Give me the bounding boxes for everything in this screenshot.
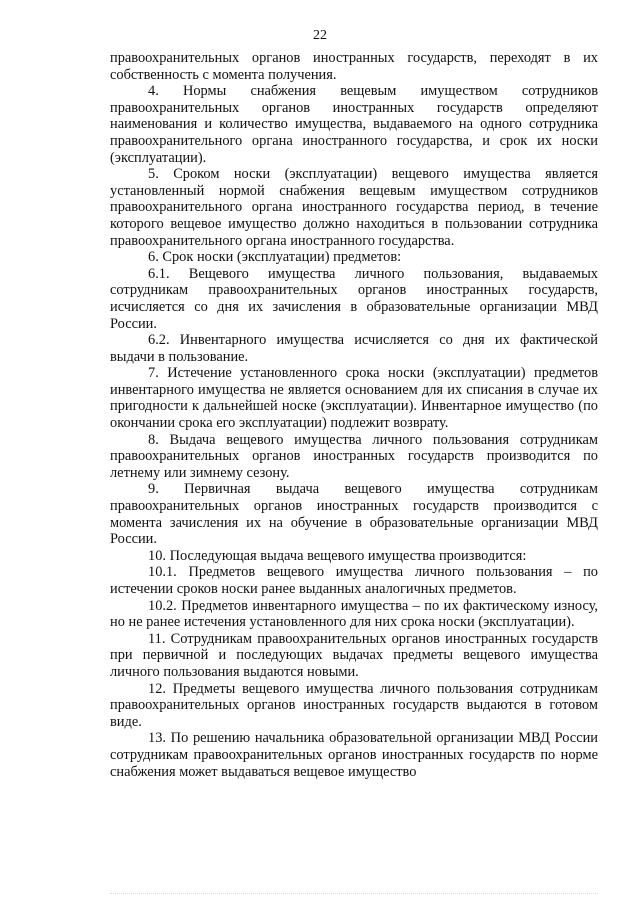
- paragraph: 6. Срок носки (эксплуатации) предметов:: [148, 249, 402, 266]
- paragraph: 10.2. Предметов инвентарного имущества – по их фактическому износу, но не ранее истечения установленного для них срока носки (эксплуатации).: [110, 597, 598, 631]
- paragraph: 8. Выдача вещевого имущества личного пользования сотрудникам правоохранительных органов иностранных государств производится по летнему или зимнему сезону.: [110, 431, 598, 481]
- document-body: [110, 50, 598, 780]
- scan-edge-artifact: [110, 893, 598, 898]
- paragraph: 11. Сотрудникам правоохранительных органов иностранных государств при первичной и последующих выдачах предметы вещевого имущества личного пользования выдаются новыми.: [110, 630, 598, 680]
- page-number: 22: [313, 28, 327, 43]
- paragraph: 6.1. Вещевого имущества личного пользования, выдаваемых сотрудникам правоохранительных органов иностранных государств, исчисляется со дня их зачисления в образовательные организации МВД России.: [110, 265, 598, 332]
- paragraph: 7. Истечение установленного срока носки (эксплуатации) предметов инвентарного имущества не является основанием для их списания в случае их пригодности к дальнейшей носке (эксплуатации). Инвентарное имущество (по окончании срока его эксплуатации) подлежит возврату.: [110, 365, 598, 432]
- paragraph: 9. Первичная выдача вещевого имущества сотрудникам правоохранительных органов иностранных государств производится с момента зачисления их на обучение в образовательные организации МВД России.: [110, 481, 598, 548]
- paragraph: 13. По решению начальника образовательной организации МВД России сотрудникам правоохранительных органов иностранных государств по норме снабжения может выдаваться вещевое имущество: [110, 730, 598, 780]
- paragraph: 12. Предметы вещевого имущества личного пользования сотрудникам правоохранительных органов иностранных государств выдаются в готовом виде.: [110, 680, 598, 730]
- paragraph: 4. Нормы снабжения вещевым имуществом сотрудников правоохранительных органов иностранных государств определяют наименования и количество имущества, выдаваемого на одного сотрудника правоохранительного органа иностранного государства, и срок их носки (эксплуатации).: [110, 83, 598, 166]
- paragraph: 6.2. Инвентарного имущества исчисляется со дня их фактической выдачи в пользование.: [110, 332, 598, 365]
- paragraph: 10. Последующая выдача вещевого имущества производится:: [148, 547, 527, 564]
- paragraph: 10.1. Предметов вещевого имущества личного пользования – по истечении сроков носки ранее выданных аналогичных предметов.: [110, 564, 598, 597]
- paragraph: правоохранительных органов иностранных государств, переходят в их собственность с момента получения.: [110, 50, 598, 83]
- paragraph: 5. Сроком носки (эксплуатации) вещевого имущества является установленный нормой снабжения вещевым имуществом сотрудников правоохранительного органа иностранного государства период, в течение которого вещевое имущество должно находиться в пользовании сотрудника правоохранительного органа иностранного государства.: [110, 166, 598, 249]
